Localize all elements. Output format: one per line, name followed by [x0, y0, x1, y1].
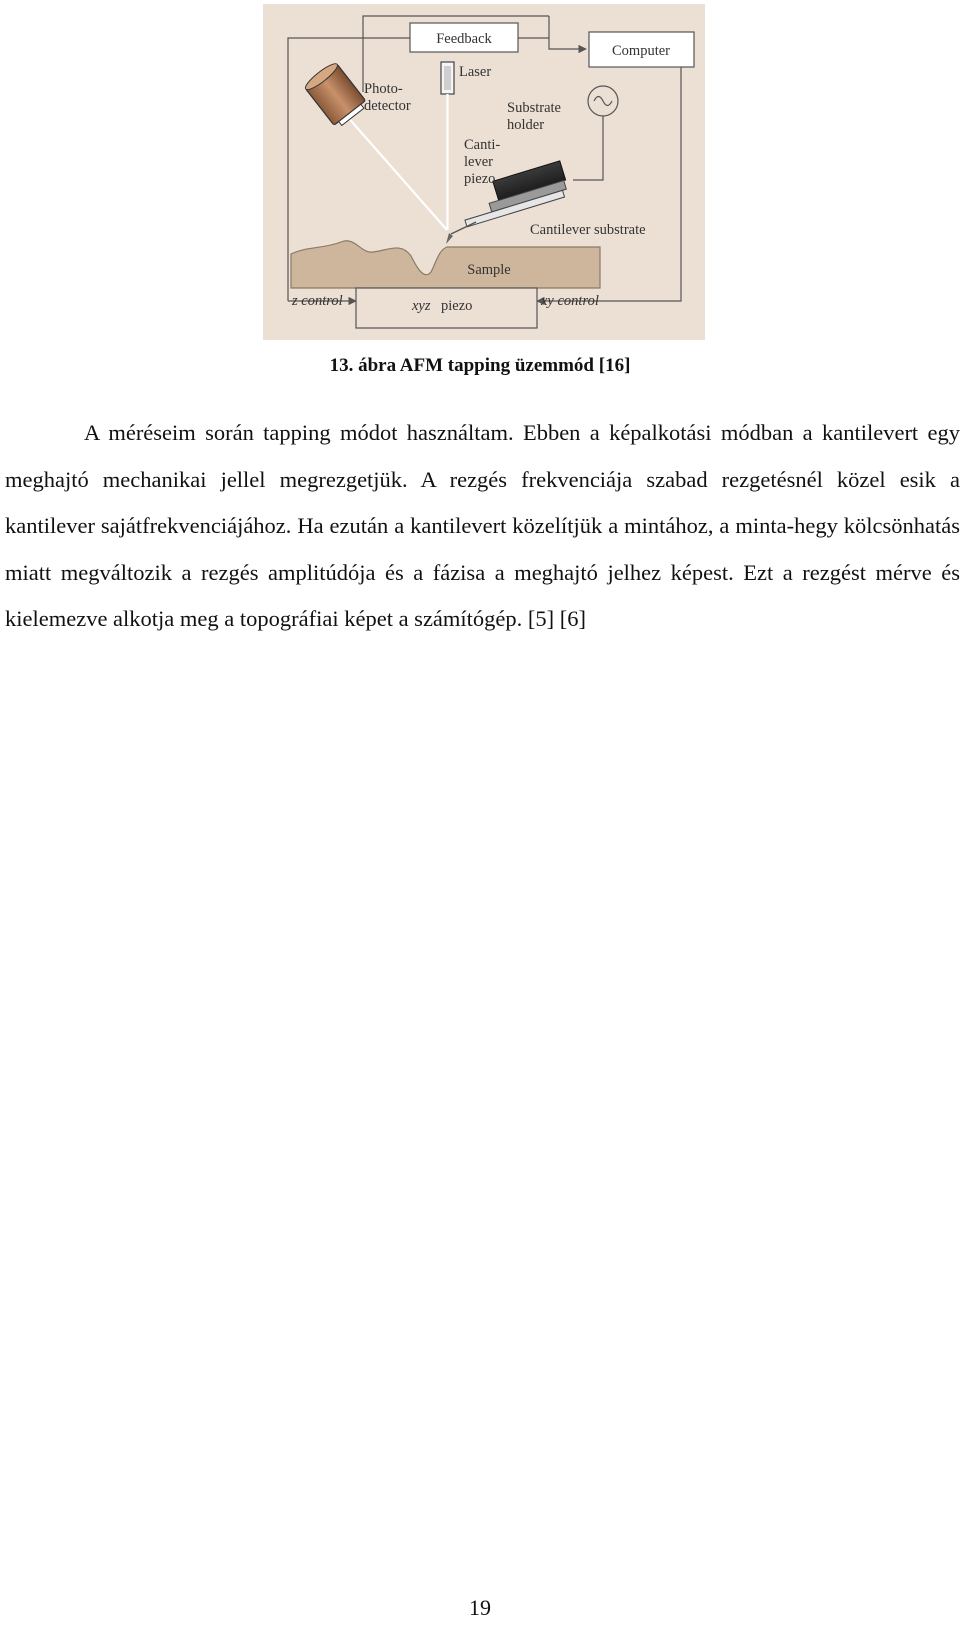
sample-label: Sample — [467, 262, 511, 278]
cantilever-piezo-label-3: piezo — [464, 171, 496, 187]
substrate-holder-label-1: Substrate — [507, 100, 561, 116]
afm-diagram — [263, 4, 705, 340]
substrate-holder-label-2: holder — [507, 117, 545, 133]
computer-label: Computer — [612, 43, 670, 59]
photodetector-label-1: Photo- — [364, 81, 403, 97]
xyz-label: xyz — [412, 298, 431, 314]
cantilever-piezo-label-1: Canti- — [464, 137, 501, 153]
photodetector-label-2: detector — [364, 98, 411, 114]
afm-tapping-figure — [263, 4, 705, 340]
laser-inner — [444, 66, 451, 90]
z-control-label: z control — [292, 293, 343, 309]
cantilever-piezo-label-2: lever — [464, 154, 493, 170]
cantilever-substrate-label: Cantilever substrate — [530, 222, 646, 238]
laser-label: Laser — [459, 64, 492, 80]
piezo-label: piezo — [441, 298, 473, 314]
page-number: 19 — [469, 1595, 491, 1620]
body-paragraph: A méréseim során tapping módot használtam. Ebben a képalkotási módban a kantilevert egy meghajtó mechanikai jellel megrezgetjük. A rezgés frekvenciája szabad rezgetésnél közel esik a kantilever sajátfrekvenciájához. Ha ezután a kantilevert közelítjük a mintához, a minta-hegy kölcsönhatás miatt megváltozik a rezgés amplitúdója és a fázisa a meghajtó jelhez képest. Ezt a rezgést mérve és kielemezve alkotja meg a topográfiai képet a számítógép. [5] [6] — [5, 420, 960, 631]
sample-block — [291, 241, 600, 288]
figure-caption: 13. ábra AFM tapping üzemmód [16] — [329, 355, 631, 376]
feedback-label: Feedback — [436, 31, 492, 47]
xy-control-label: xy control — [541, 293, 599, 309]
